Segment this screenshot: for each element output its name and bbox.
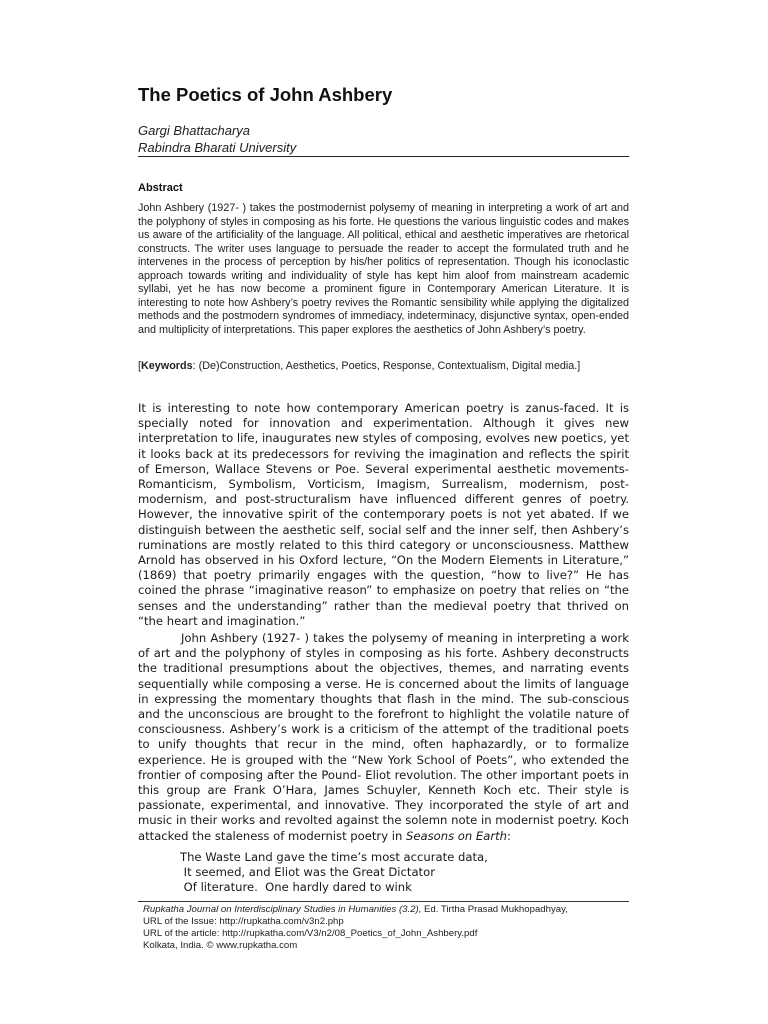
body-paragraph-2-text: John Ashbery (1927- ) takes the polysemy of meaning in interpreting a work of art and the polyphony of styles in composing as his forte. Ashbery deconstructs the traditional presumptions about the objectives, themes, and narrating events sequentially while composing a verse. He is concerned about the limits of language in expressing the momentary thoughts that flash in the mind. The sub-conscious and the unconscious are brought to the forefront to highlight the volatile nature of consciousness. Ashbery’s work is a criticism of the attempt of the traditional poets to unify thoughts that recur in the mind, often haphazardly, or to formalize experience. He is grouped with the “New York School of Poets”, who extended the frontier of composing after the Pound- Eliot revolution. The other important poets in this group are Frank O’Hara, James Schuyler, Kenneth Koch etc. Their style is passionate, experimental, and innovative. They incorporated the style of art and music in their works and revolted against the solemn note in modernist poetry. Koch attacked the staleness of modernist poetry in — [138, 631, 629, 843]
keywords-bracket: [ — [138, 360, 141, 372]
paper-title: The Poetics of John Ashbery — [138, 84, 393, 105]
abstract-heading: Abstract — [138, 182, 183, 194]
footer-divider — [138, 901, 629, 902]
author-name: Gargi Bhattacharya — [138, 123, 251, 138]
poem-line: Of literature. One hardly dared to wink — [180, 880, 412, 895]
footer-article-url[interactable]: URL of the article: http://rupkatha.com/V3/n2/08_Poetics_of_John_Ashbery.pdf — [143, 928, 478, 939]
author-affiliation: Rabindra Bharati University — [138, 140, 297, 155]
footer-journal-line — [143, 904, 629, 916]
header-divider — [138, 156, 629, 157]
keywords-line — [138, 360, 638, 372]
keywords-label: Keywords — [141, 360, 193, 372]
footer-place: Kolkata, India. © www.rupkatha.com — [143, 940, 298, 951]
footer-issue-url[interactable]: URL of the Issue: http://rupkatha.com/v3n2.php — [143, 916, 344, 927]
footer-editor: Ed. Tirtha Prasad Mukhopadhyay, — [421, 904, 568, 915]
keywords-text: : (De)Construction, Aesthetics, Poetics, Response, Contextualism, Digital media.] — [192, 360, 581, 372]
footer-citation — [143, 904, 629, 952]
poem-line: It seemed, and Eliot was the Great Dictator — [180, 865, 435, 880]
footer-journal-name: Rupkatha Journal on Interdisciplinary Studies in Humanities (3.2), — [143, 904, 422, 915]
poem-line: The Waste Land gave the time’s most accurate data, — [180, 850, 488, 864]
abstract-text: John Ashbery (1927- ) takes the postmodernist polysemy of meaning in interpreting a work of art and the polyphony of styles in composing as his forte. He questions the various linguistic codes and makes us aware of the artificiality of the language. All political, ethical and aesthetic imperatives are rhetorical constructs. The writer uses language to persuade the reader to accept the formulated truth and he intervenes in the process of perception by his/her politics of representation. Though his iconoclastic approach towards writing and individuality of style has kept him aloof from mainstream academic syllabi, yet he has now become a prominent figure in Contemporary American Literature. It is interesting to note how Ashbery’s poetry revives the Romantic sensibility while applying the digitalized methods and the postmodern syndromes of immediacy, indeterminacy, disjunctive syntax, open-ended and multiplicity of interpretations. This paper explores the aesthetics of John Ashbery’s poetry. — [138, 202, 629, 336]
seasons-on-earth-title: Seasons on Earth — [406, 828, 508, 843]
body-paragraph-1: It is interesting to note how contemporary American poetry is zanus-faced. It is specially noted for innovation and experimentation. Although it gives new interpretation to life, inaugurates new styles of composing, evolves new poetics, yet it looks back at its predecessors for reviving the imagination and reflects the spirit of Emerson, Wallace Stevens or Poe. Several experimental aesthetic movements- Romanticism, Symbolism, Vorticism, Imagism, Surrealism, modernism, post-modernism, and post-structuralism have influenced different genres of poetry. However, the innovative spirit of the contemporary poets is not yet abated. If we distinguish between the aesthetic self, social self and the inner self, then Ashbery’s ruminations are mostly related to this third category or unconsciousness. Matthew Arnold has observed in his Oxford lecture, “On the Modern Elements in Literature,” (1869) that poetry primarily engages with the question, “how to live?” He has coined the phrase “imaginative reason” to emphasize on poetry that relies on “the senses and the understanding” rather than the medieval poetry that thrived on “the heart and imagination.” — [138, 401, 629, 628]
body-paragraph-2 — [138, 631, 629, 844]
body-paragraph-2-end: : — [507, 828, 511, 843]
poem-quote — [180, 850, 488, 896]
